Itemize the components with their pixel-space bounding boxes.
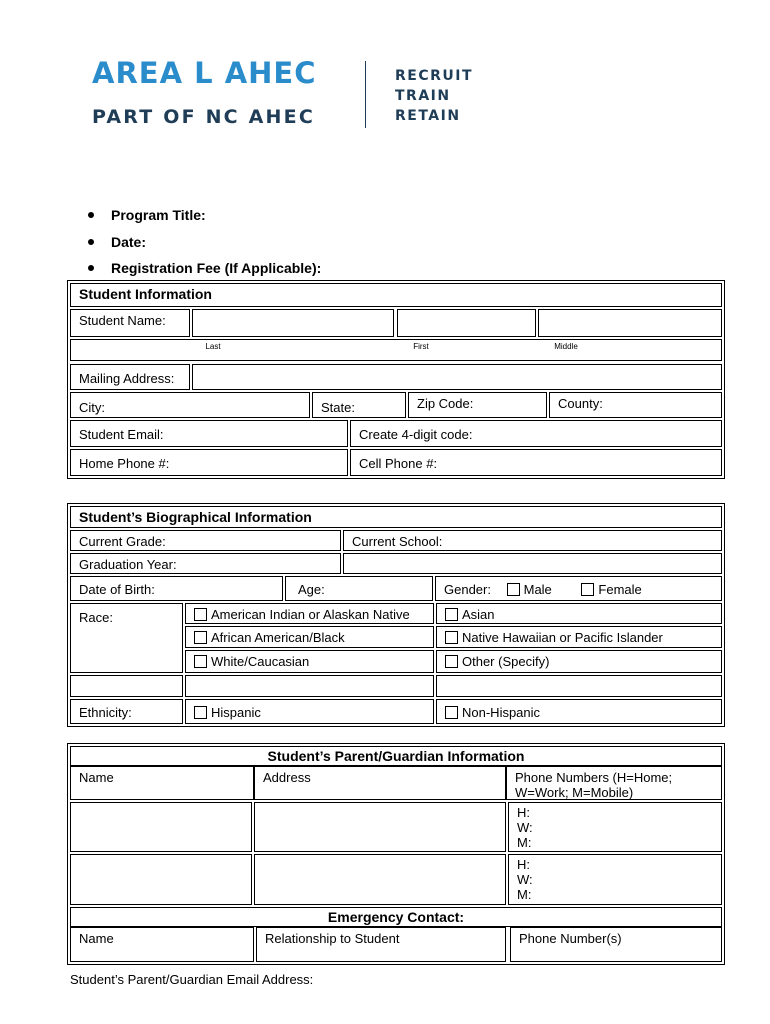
guardian-address-header: Address <box>254 766 506 800</box>
blank-cell <box>70 675 183 697</box>
program-details <box>88 202 321 282</box>
checkbox-icon[interactable] <box>194 631 207 644</box>
mailing-address-field[interactable] <box>192 364 722 390</box>
ethnicity-non-hispanic[interactable]: Non-Hispanic <box>436 699 722 724</box>
name-hint-row <box>70 339 722 361</box>
emergency-phone-field[interactable]: Phone Number(s) <box>510 927 722 962</box>
guardian-info-section <box>67 743 725 965</box>
tagline-recruit: RECRUIT <box>395 68 474 84</box>
current-grade-field[interactable]: Current Grade: <box>70 530 341 551</box>
race-asian[interactable]: Asian <box>436 603 722 624</box>
male-label: Male <box>523 582 552 597</box>
checkbox-icon[interactable] <box>445 608 458 621</box>
logo-main-text: AREA L AHEC <box>92 56 317 90</box>
race-other[interactable]: Other (Specify) <box>436 650 722 673</box>
tagline-train: TRAIN <box>395 88 451 104</box>
four-digit-code-field[interactable]: Create 4-digit code: <box>350 420 722 447</box>
race-american-indian[interactable]: American Indian or Alaskan Native <box>185 603 434 624</box>
last-name-field[interactable] <box>192 309 394 337</box>
emergency-relationship-field[interactable]: Relationship to Student <box>256 927 506 962</box>
guardian-2-address-field[interactable] <box>254 854 506 905</box>
current-school-field[interactable]: Current School: <box>343 530 722 551</box>
cell-phone-field[interactable]: Cell Phone #: <box>350 449 722 476</box>
student-info-title: Student Information <box>70 283 722 307</box>
first-name-field[interactable] <box>397 309 536 337</box>
student-email-field[interactable]: Student Email: <box>70 420 348 447</box>
race-african-american[interactable]: African American/Black <box>185 626 434 648</box>
city-field[interactable]: City: <box>70 392 310 418</box>
county-field[interactable]: County: <box>549 392 722 418</box>
checkbox-icon[interactable] <box>445 706 458 719</box>
logo-divider <box>365 61 366 128</box>
checkbox-icon[interactable] <box>445 655 458 668</box>
guardian-2-name-field[interactable] <box>70 854 252 905</box>
bullet-dot-icon <box>88 265 94 271</box>
gender-label: Gender: <box>444 582 491 597</box>
checkbox-icon[interactable] <box>194 608 207 621</box>
mailing-address-label: Mailing Address: <box>70 364 190 390</box>
checkbox-icon[interactable] <box>194 655 207 668</box>
student-info-section <box>67 280 725 479</box>
guardian-1-phone-field[interactable]: H: W: M: <box>508 802 722 852</box>
bio-info-section <box>67 503 725 727</box>
checkbox-icon[interactable] <box>445 631 458 644</box>
gender-field <box>435 576 722 601</box>
bullet-date: Date: <box>88 229 321 256</box>
male-checkbox[interactable] <box>507 583 520 596</box>
emergency-name-field[interactable]: Name <box>70 927 254 962</box>
guardian-info-title: Student’s Parent/Guardian Information <box>70 746 722 766</box>
blank-cell <box>185 675 434 697</box>
race-white[interactable]: White/Caucasian <box>185 650 434 673</box>
logo <box>92 56 317 128</box>
guardian-email-label: Student’s Parent/Guardian Email Address: <box>70 972 314 987</box>
middle-name-field[interactable] <box>538 309 722 337</box>
tagline-retain: RETAIN <box>395 108 461 124</box>
graduation-year-label: Graduation Year: <box>70 553 341 574</box>
bio-info-title: Student’s Biographical Information <box>70 506 722 528</box>
graduation-year-field[interactable] <box>343 553 722 574</box>
logo-sub-text: PART OF NC AHEC <box>92 106 315 128</box>
student-name-label: Student Name: <box>70 309 190 337</box>
zip-code-field[interactable]: Zip Code: <box>408 392 547 418</box>
bullet-registration-fee: Registration Fee (If Applicable): <box>88 255 321 282</box>
guardian-1-name-field[interactable] <box>70 802 252 852</box>
middle-hint: Middle <box>554 342 578 351</box>
blank-cell <box>436 675 722 697</box>
guardian-2-phone-field[interactable]: H: W: M: <box>508 854 722 905</box>
guardian-name-header: Name <box>70 766 254 800</box>
state-field[interactable]: State: <box>312 392 406 418</box>
emergency-contact-title: Emergency Contact: <box>70 907 722 927</box>
last-hint: Last <box>205 342 221 351</box>
bullet-dot-icon <box>88 212 94 218</box>
race-label: Race: <box>70 603 183 673</box>
bullet-program-title: Program Title: <box>88 202 321 229</box>
ethnicity-hispanic[interactable]: Hispanic <box>185 699 434 724</box>
date-of-birth-field[interactable]: Date of Birth: <box>70 576 283 601</box>
guardian-phone-header: Phone Numbers (H=Home; W=Work; M=Mobile) <box>506 766 722 800</box>
first-hint: First <box>413 342 429 351</box>
race-native-hawaiian[interactable]: Native Hawaiian or Pacific Islander <box>436 626 722 648</box>
female-checkbox[interactable] <box>581 583 594 596</box>
female-label: Female <box>598 582 642 597</box>
checkbox-icon[interactable] <box>194 706 207 719</box>
bullet-dot-icon <box>88 239 94 245</box>
logo-tagline <box>395 66 473 126</box>
guardian-1-address-field[interactable] <box>254 802 506 852</box>
ethnicity-label: Ethnicity: <box>70 699 183 724</box>
home-phone-field[interactable]: Home Phone #: <box>70 449 348 476</box>
age-field[interactable]: Age: <box>285 576 433 601</box>
